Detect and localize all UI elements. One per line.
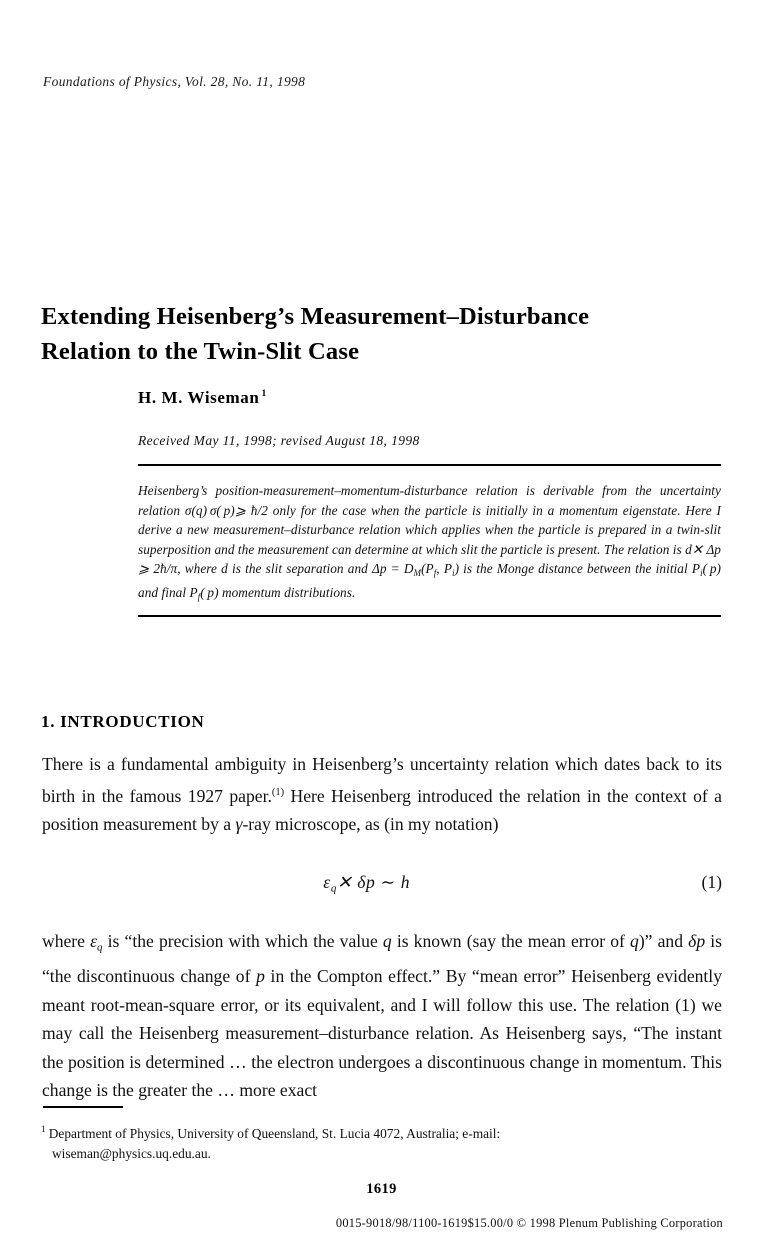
intro2-seg-6: in the Compton effect.” By “mean error” Heisenberg evidently meant root-mean-square error, or its equivalent, and I will follow this use. The relation (1) we may call the Heisenberg measurement–disturbance relation. As Heisenberg says, “The instant the position is determined … the electron undergoes a discontinuous change in momentum. This change is the greater the … more exact <box>42 966 722 1101</box>
intro2-seg-1: where <box>42 931 91 951</box>
author-label: H. M. Wiseman <box>138 388 260 407</box>
author-name <box>138 388 267 408</box>
intro-seg-2: Here Heisenberg introduced the relation in the context of a position measurement by a <box>42 785 722 835</box>
gamma-symbol: γ <box>235 814 243 835</box>
abstract-sub-f: f <box>433 568 437 579</box>
journal-running-head: Foundations of Physics, Vol. 28, No. 11, 1998 <box>43 74 306 89</box>
abstract-block <box>138 464 721 617</box>
footnote-line-2: wiseman@physics.uq.edu.au. <box>52 1146 211 1161</box>
copyright-line: 0015-9018/98/1100-1619$15.00/0 © 1998 Plenum Publishing Corporation <box>335 1216 723 1230</box>
abstract-seg-2: (P <box>421 561 434 577</box>
footnote-marker: 1 <box>41 1125 46 1135</box>
intro-paragraph-2-text <box>42 927 722 1105</box>
abstract-text <box>138 481 721 607</box>
equation-1-rest: ✕ δp ∼ h <box>336 872 411 892</box>
footnote-affiliation <box>41 1120 723 1164</box>
intro2-seg-2: is “the precision with which the value <box>102 931 383 951</box>
intro2-epsilon-subscript: q <box>97 941 103 954</box>
intro2-delta-p-symbol: δp <box>688 931 706 951</box>
footnote-separator-rule <box>43 1106 123 1108</box>
intro2-q-symbol-2: q <box>630 931 639 951</box>
equation-1-epsilon: ε <box>323 872 331 892</box>
title-line-1: Extending Heisenberg’s Measurement–Disturbance <box>41 303 590 331</box>
intro2-epsilon: ε <box>90 931 98 951</box>
equation-1-number: (1) <box>701 872 722 892</box>
intro-seg-1: There is a fundamental ambiguity in Heisenberg’s uncertainty relation which dates back to its birth in the famous 1927 paper. <box>42 754 722 806</box>
equation-1-body <box>42 872 691 895</box>
author-footnote-marker: 1 <box>261 389 267 399</box>
citation-marker-1: (1) <box>271 786 285 798</box>
abstract-sub-f2: f <box>197 592 201 603</box>
abstract-seg-4: ) is the Monge distance between the initial P <box>454 561 701 577</box>
intro2-p-symbol: p <box>256 966 265 987</box>
equation-1-epsilon-subscript: q <box>330 882 337 895</box>
title-line-2: Relation to the Twin-Slit Case <box>41 338 360 366</box>
abstract-sub-i: i <box>452 568 455 579</box>
abstract-seg-6: ( p) momentum distributions. <box>200 585 356 601</box>
abstract-seg-3: , P <box>436 561 452 577</box>
page-title <box>41 299 725 369</box>
abstract-rule-top <box>138 464 721 466</box>
intro2-seg-4: )” and <box>638 931 689 951</box>
received-dates: Received May 11, 1998; revised August 18, 1998 <box>138 433 420 448</box>
intro-paragraph-2 <box>42 927 722 1105</box>
abstract-rule-bottom <box>138 615 721 617</box>
intro-seg-3: -ray microscope, as (in my notation) <box>242 814 499 835</box>
abstract-seg-5: ( p) and final P <box>138 561 722 601</box>
intro2-q-symbol-1: q <box>382 931 392 951</box>
section-heading-introduction: 1. INTRODUCTION <box>41 712 205 732</box>
abstract-sub-m: M <box>413 568 422 579</box>
intro2-seg-3: is known (say the mean error of <box>391 931 631 951</box>
page-number: 1619 <box>366 1181 397 1197</box>
intro-paragraph-1-text <box>42 750 722 839</box>
abstract-sub-i2: i <box>700 568 703 579</box>
intro2-seg-5: is “the discontinuous change of <box>42 931 722 987</box>
abstract-seg-1: Heisenberg’s position-measurement–momentum-disturbance relation is derivable from the uncertainty relation σ(q) σ( p)⩾ ħ/2 only for the case when the particle is initially in a momentum eigenstate. Here I derive a new measurement–disturbance relation which applies when the particle is prepared in a twin-slit superposition and the measurement can determine at which slit the particle is present. The relation is d✕ Δp ⩾ 2ħ/π, where d is the slit separation and Δp = D <box>138 483 721 577</box>
intro-paragraph-1 <box>42 750 722 839</box>
display-equation-1 <box>42 872 722 895</box>
footnote-line-1: Department of Physics, University of Queensland, St. Lucia 4072, Australia; e-mail: <box>48 1126 501 1141</box>
